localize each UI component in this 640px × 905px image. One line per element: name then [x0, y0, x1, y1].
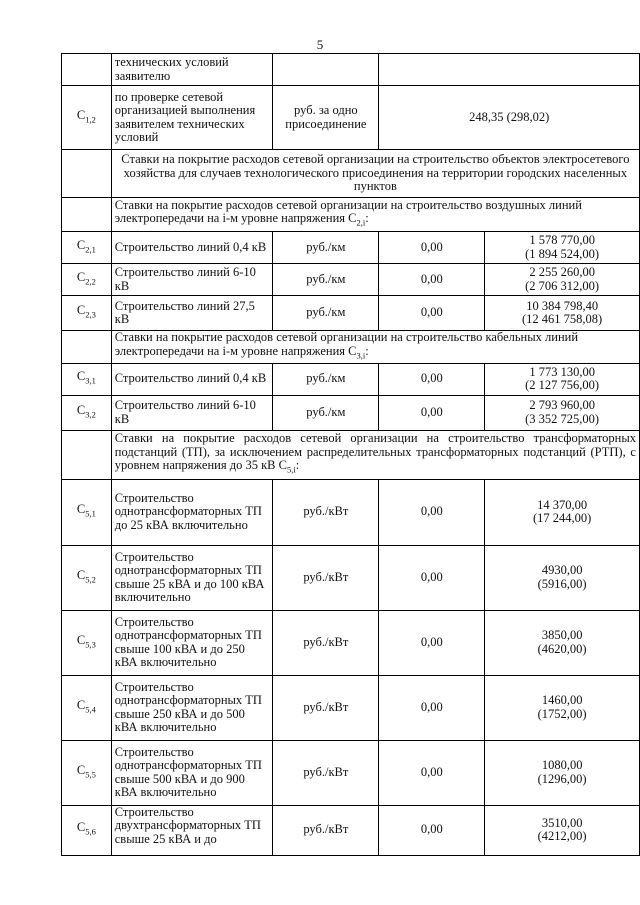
value-cell: 1 773 130,00 (2 127 756,00) [485, 363, 640, 395]
table-row [62, 296, 640, 331]
value-cell: 1 578 770,00 (1 894 524,00) [485, 232, 640, 264]
unit-cell: руб./кВт [273, 805, 379, 855]
rate-cell: 0,00 [379, 675, 485, 740]
rate-cell: 0,00 [379, 545, 485, 610]
rate-cell: 0,00 [379, 479, 485, 545]
table-row [62, 86, 640, 150]
unit-cell: руб./км [273, 363, 379, 395]
table-row [62, 740, 640, 805]
description-cell: по проверке сетевой организацией выполнения заявителем технических условий [111, 86, 272, 150]
table-row [62, 54, 640, 86]
description-cell: Строительство линий 6-10 кВ [111, 264, 272, 296]
value-cell: 1080,00 (1296,00) [485, 740, 640, 805]
rate-cell: 0,00 [379, 395, 485, 430]
table-row [62, 610, 640, 675]
description-cell: Строительство линий 6-10 кВ [111, 395, 272, 430]
table-row [62, 545, 640, 610]
table-row [62, 675, 640, 740]
code-cell: $C_{5,6}$ [62, 805, 112, 855]
unit-cell: руб./км [273, 395, 379, 430]
rate-cell: 0,00 [379, 805, 485, 855]
code-cell [62, 198, 112, 232]
subsection-header: Ставки на покрытие расходов сетевой организации на строительство трансформаторных подстанций (ТП), за исключением распределительных трансформаторных подстанций (РТП), с уровнем напряжения до 35 кВ $C_{5,i}$: [111, 430, 639, 479]
value-cell: 248,35 (298,02) [379, 86, 640, 150]
code-cell: $C_{2,1}$ [62, 232, 112, 264]
rate-cell: 0,00 [379, 610, 485, 675]
page-number: 5 [316, 37, 324, 52]
subsection-header: Ставки на покрытие расходов сетевой организации на строительство воздушных линий электропередачи на i-м уровне напряжения $C_{2,i}$: [111, 198, 639, 232]
description-cell: технических условий заявителю [111, 54, 272, 86]
description-cell: Строительство однотрансформаторных ТП свыше 500 кВА и до 900 кВА включительно [111, 740, 272, 805]
value-cell: 2 793 960,00 (3 352 725,00) [485, 395, 640, 430]
table-row [62, 363, 640, 395]
table-row [62, 264, 640, 296]
code-cell [62, 150, 112, 198]
rate-cell: 0,00 [379, 740, 485, 805]
code-cell: $C_{5,1}$ [62, 479, 112, 545]
value-cell: 10 384 798,40 (12 461 758,08) [485, 296, 640, 331]
value-cell: 3850,00 (4620,00) [485, 610, 640, 675]
description-cell: Строительство двухтрансформаторных ТП свыше 25 кВА и до [111, 805, 272, 855]
unit-cell: руб./кВт [273, 610, 379, 675]
code-cell: $C_{1,2}$ [62, 86, 112, 150]
description-cell: Строительство линий 27,5 кВ [111, 296, 272, 331]
unit-cell: руб./кВт [273, 545, 379, 610]
value-cell [379, 54, 640, 86]
code-cell: $C_{3,2}$ [62, 395, 112, 430]
code-cell [62, 430, 112, 479]
code-cell [62, 54, 112, 86]
unit-cell: руб./км [273, 232, 379, 264]
value-cell: 14 370,00 (17 244,00) [485, 479, 640, 545]
section-header-row [62, 150, 640, 198]
unit-cell: руб./кВт [273, 740, 379, 805]
section-header: Ставки на покрытие расходов сетевой организации на строительство объектов электросетевого хозяйства для случаев технологического присоединения на территории городских населенных пунктов [111, 150, 639, 198]
unit-cell: руб./кВт [273, 479, 379, 545]
subsection-header: Ставки на покрытие расходов сетевой организации на строительство кабельных линий электропередачи на i-м уровне напряжения $C_{3,i}$: [111, 331, 639, 364]
rate-cell: 0,00 [379, 264, 485, 296]
unit-cell [273, 54, 379, 86]
value-cell: 1460,00 (1752,00) [485, 675, 640, 740]
code-cell [62, 331, 112, 364]
code-cell: $C_{5,4}$ [62, 675, 112, 740]
rate-cell: 0,00 [379, 363, 485, 395]
value-cell: 2 255 260,00 (2 706 312,00) [485, 264, 640, 296]
description-cell: Строительство однотрансформаторных ТП до 25 кВА включительно [111, 479, 272, 545]
unit-cell: руб./км [273, 264, 379, 296]
value-cell: 3510,00 (4212,00) [485, 805, 640, 855]
subsection-header-row [62, 198, 640, 232]
description-cell: Строительство однотрансформаторных ТП свыше 25 кВА и до 100 кВА включительно [111, 545, 272, 610]
description-cell: Строительство однотрансформаторных ТП свыше 100 кВА и до 250 кВА включительно [111, 610, 272, 675]
table-row [62, 479, 640, 545]
unit-cell: руб./кВт [273, 675, 379, 740]
description-cell: Строительство линий 0,4 кВ [111, 232, 272, 264]
description-cell: Строительство линий 0,4 кВ [111, 363, 272, 395]
subsection-header-row [62, 331, 640, 364]
rate-cell: 0,00 [379, 296, 485, 331]
unit-cell: руб. за одно присоединение [273, 86, 379, 150]
subsection-header-row [62, 430, 640, 479]
code-cell: $C_{2,3}$ [62, 296, 112, 331]
rate-cell: 0,00 [379, 232, 485, 264]
tariff-table-container [61, 53, 640, 856]
code-cell: $C_{3,1}$ [62, 363, 112, 395]
table-row [62, 395, 640, 430]
tariff-table [61, 53, 640, 856]
description-cell: Строительство однотрансформаторных ТП свыше 250 кВА и до 500 кВА включительно [111, 675, 272, 740]
value-cell: 4930,00 (5916,00) [485, 545, 640, 610]
code-cell: $C_{5,2}$ [62, 545, 112, 610]
code-cell: $C_{5,3}$ [62, 610, 112, 675]
code-cell: $C_{2,2}$ [62, 264, 112, 296]
unit-cell: руб./км [273, 296, 379, 331]
table-row [62, 232, 640, 264]
code-cell: $C_{5,5}$ [62, 740, 112, 805]
table-row [62, 805, 640, 855]
